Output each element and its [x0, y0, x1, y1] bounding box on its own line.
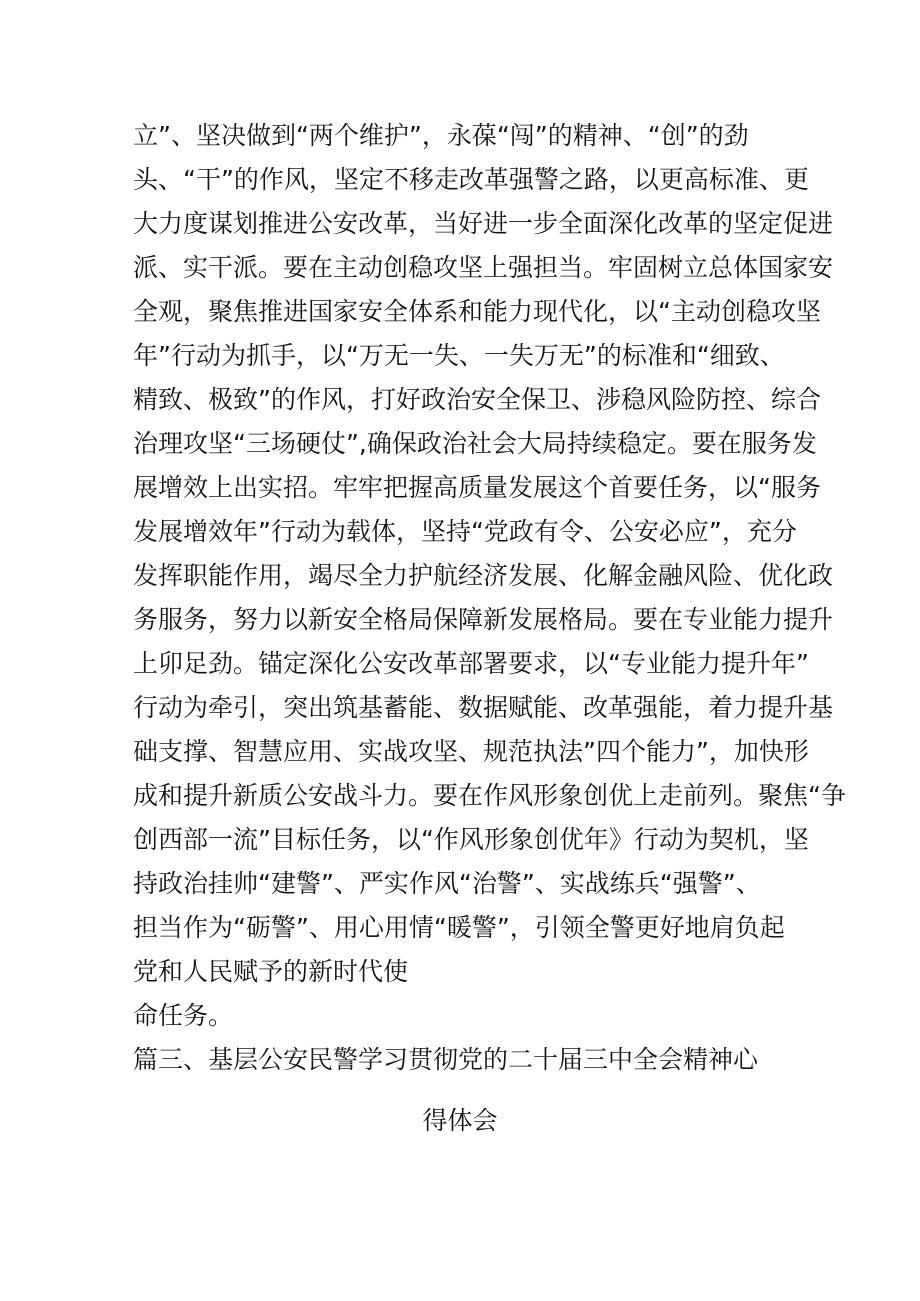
text-line: 精致、极致”的作风，打好政治安全保卫、涉稳风险防控、综合 [133, 385, 821, 414]
text-line: 持政治挂帅“建警”、严实作风“治警”、实战练兵“强警”、 [133, 869, 761, 898]
text-line: 务服务，努力以新安全格局保障新发展格局。要在专业能力提升 [133, 605, 834, 634]
text-line: 头、“干”的作风，坚定不移走改革强警之路，以更高标准、更 [133, 165, 809, 194]
text-line: 担当作为“砺警”、用心用情“暖警”，引领全警更好地肩负起 [133, 913, 785, 942]
text-line: 大力度谋划推进公安改革，当好进一步全面深化改革的坚定促进 [133, 209, 834, 238]
text-line: 立”、坚决做到“两个维护”，永葆“闯”的精神、“创”的劲 [133, 121, 749, 150]
text-line: 础支撑、智慧应用、实战攻坚、规范执法”四个能力”，加快形 [133, 737, 809, 766]
text-line: 年”行动为抓手，以“万无一失、一失万无”的标准和“细致、 [133, 341, 785, 370]
text-line: 派、实干派。要在主动创稳攻坚上强担当。牢固树立总体国家安 [133, 253, 834, 282]
document-body [133, 114, 846, 1082]
section-heading-continuation: 得体会 [422, 1106, 498, 1135]
text-line: 行动为牵引，突出筑基蓄能、数据赋能、改革强能，着力提升基 [133, 693, 834, 722]
section-heading: 篇三、基层公安民警学习贯彻党的二十届三中全会精神心 [133, 1045, 759, 1074]
text-line: 全观，聚焦推进国家安全体系和能力现代化，以“主动创稳攻坚 [133, 297, 821, 326]
text-line: 创西部一流”目标任务，以“作风形象创优年》行动为契机，坚 [133, 825, 809, 854]
text-line: 治理攻坚“三场硬仗”,确保政治社会大局持续稳定。要在服务发 [133, 429, 817, 458]
text-line: 成和提升新质公安战斗力。要在作风形象创优上走前列。聚焦“争 [133, 781, 846, 810]
text-line: 上卯足劲。锚定深化公安改革部署要求，以“专业能力提升年” [133, 649, 809, 678]
text-line: 发展增效年”行动为载体，坚持“党政有令、公安必应”，充分 [133, 517, 797, 546]
text-line: 命任务。 [133, 1001, 234, 1030]
text-line: 展增效上出实招。牢牢把握高质量发展这个首要任务，以“服务 [133, 473, 821, 502]
text-line: 发挥职能作用，竭尽全力护航经济发展、化解金融风险、优化政 [133, 561, 834, 590]
text-line: 党和人民赋予的新时代使 [133, 957, 409, 986]
